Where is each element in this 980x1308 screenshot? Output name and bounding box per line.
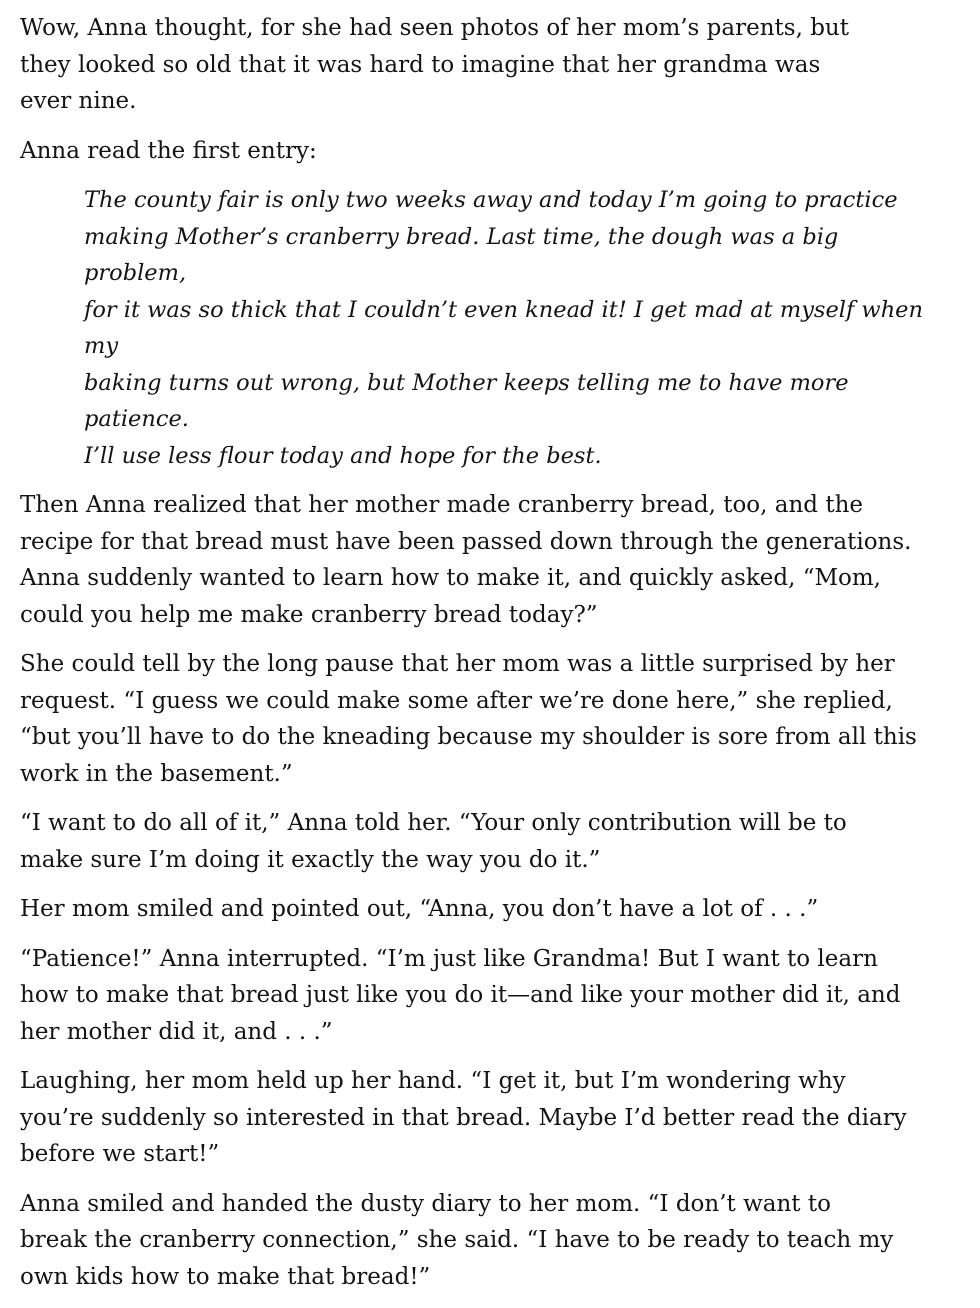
paragraph-do-all-of-it: “I want to do all of it,” Anna told her. “Your only contribution will be to make sure I’m doing it exactly the way you do it.” xyxy=(20,810,847,873)
paragraph-mom-smiled: Her mom smiled and pointed out, “Anna, you don’t have a lot of . . .” xyxy=(20,896,819,922)
paragraph-dusty-diary: Anna smiled and handed the dusty diary to her mom. “I don’t want to break the cranberry connection,” she said. “I have to be ready to teach my own kids how to make that bread!” xyxy=(20,1190,894,1290)
story-page xyxy=(20,10,940,1308)
paragraph-long-pause: She could tell by the long pause that her mom was a little surprised by her request. “I guess we could make some after we’re done here,” she replied, “but you’ll have to do the kneading because my shoulder is sore from all this work in the basement.” xyxy=(20,651,917,787)
paragraph-patience: “Patience!” Anna interrupted. “I’m just like Grandma! But I want to learn how to make that bread just like you do it—and like your mother did it, and her mother did it, and . . .” xyxy=(20,945,901,1045)
diary-entry-quote: The county fair is only two weeks away and today I’m going to practice making Mother’s cranberry bread. Last time, the dough was a big problem, for it was so thick that I couldn’t even knead it! I get mad at myself when my baking turns out wrong, but Mother keeps telling me to have more patience. I’ll use less flour today and hope for the best. xyxy=(84,187,923,469)
paragraph-cranberry-recipe: Then Anna realized that her mother made cranberry bread, too, and the recipe for that bread must have been passed down through the generations. Anna suddenly wanted to learn how to make it, and quickly asked, “Mom, could you help me make cranberry bread today?” xyxy=(20,492,912,628)
paragraph-laughing: Laughing, her mom held up her hand. “I get it, but I’m wondering why you’re suddenly so interested in that bread. Maybe I’d better read the diary before we start!” xyxy=(20,1068,907,1167)
paragraph-first-entry-intro: Anna read the first entry: xyxy=(20,137,317,164)
paragraph-grandma-photos: Wow, Anna thought, for she had seen photos of her mom’s parents, but they looked so old that it was hard to imagine that her grandma was ever nine. xyxy=(20,15,849,114)
